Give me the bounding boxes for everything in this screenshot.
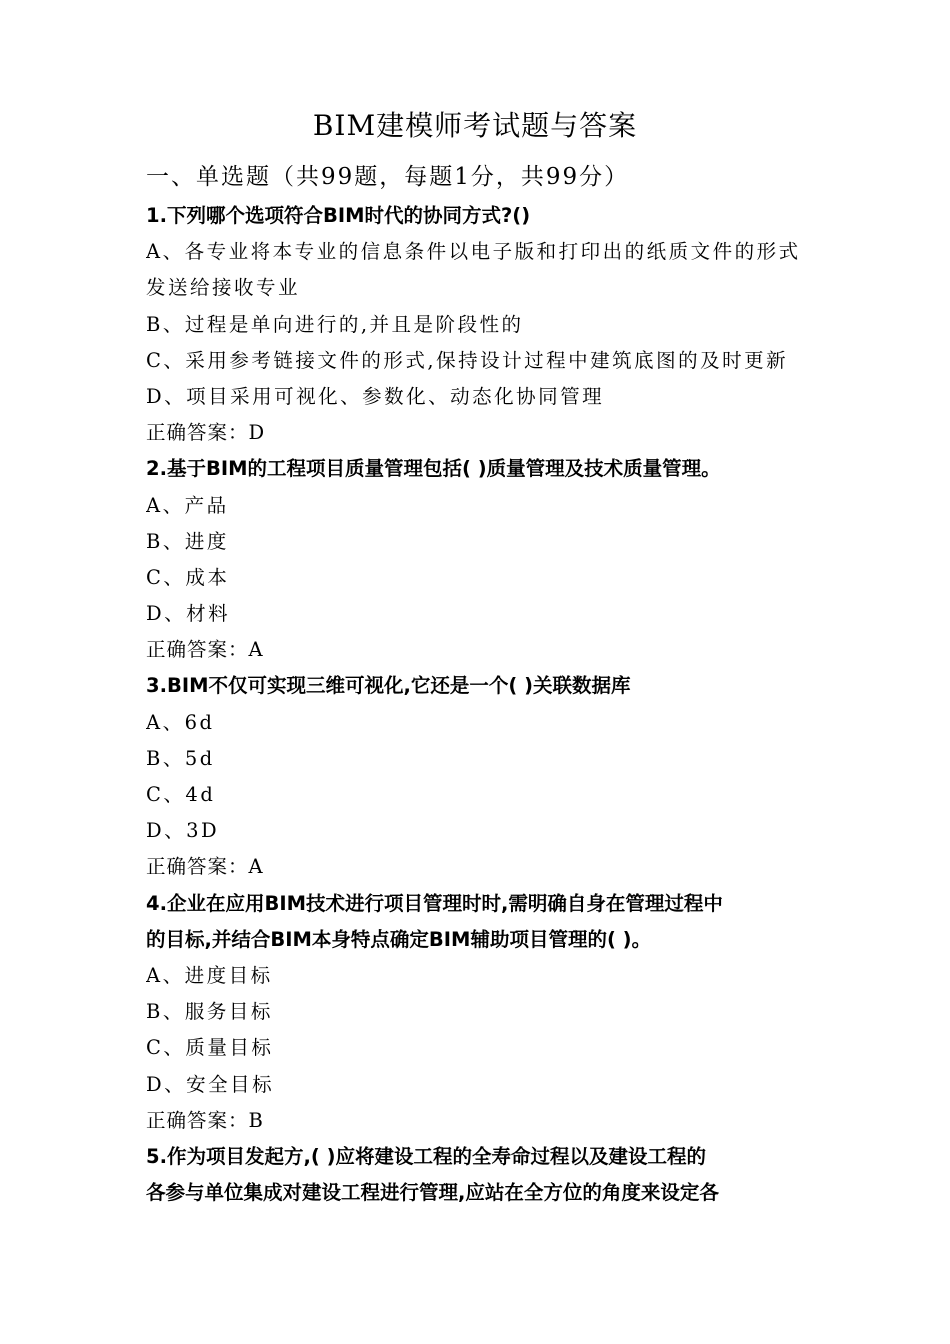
option-text: 发送给接收专业 [146, 276, 301, 300]
answer-text: 正确答案：A [146, 638, 264, 662]
option-text: D、安全目标 [146, 1072, 275, 1096]
question-text: 的目标,并结合BIM本身特点确定BIM辅助项目管理的( )。 [146, 927, 652, 951]
option-text: C、质量目标 [146, 1036, 274, 1060]
question-text: 各参与单位集成对建设工程进行管理,应站在全方位的角度来设定各 [146, 1181, 719, 1205]
option-text: B、进度 [146, 529, 229, 553]
option-text: C、4d [146, 783, 216, 806]
question-text: 1.下列哪个选项符合BIM时代的协同方式?() [146, 204, 531, 227]
option-text: B、服务目标 [146, 1000, 273, 1024]
document-title: BIM建模师考试题与答案 [312, 109, 638, 142]
question-text: 3.BIM不仅可实现三维可视化,它还是一个( )关联数据库 [146, 674, 631, 698]
answer-text: 正确答案：D [146, 421, 266, 445]
option-text: C、采用参考链接文件的形式,保持设计过程中建筑底图的及时更新 [146, 348, 789, 372]
option-text: D、项目采用可视化、参数化、动态化协同管理 [146, 384, 605, 408]
option-text: B、5d [146, 746, 215, 770]
option-text: D、材料 [146, 602, 231, 626]
answer-text: 正确答案：B [146, 1108, 264, 1132]
option-text: A、进度目标 [146, 963, 273, 987]
option-text: A、各专业将本专业的信息条件以电子版和打印出的纸质文件的形式 [146, 240, 801, 264]
option-text: A、产品 [146, 493, 229, 517]
option-text: B、过程是单向进行的,并且是阶段性的 [146, 312, 524, 336]
option-text: C、成本 [146, 565, 230, 589]
section-heading: 一、单选题（共99题，每题1分，共99分） [146, 164, 630, 190]
question-text: 2.基于BIM的工程项目质量管理包括( )质量管理及技术质量管理。 [146, 457, 721, 481]
option-text: A、6d [146, 710, 215, 734]
question-text: 5.作为项目发起方,( )应将建设工程的全寿命过程以及建设工程的 [146, 1144, 706, 1168]
question-list [146, 198, 816, 1211]
answer-text: 正确答案：A [146, 855, 264, 879]
question-text: 4.企业在应用BIM技术进行项目管理时时,需明确自身在管理过程中 [146, 891, 723, 915]
option-text: D、3D [146, 819, 220, 843]
